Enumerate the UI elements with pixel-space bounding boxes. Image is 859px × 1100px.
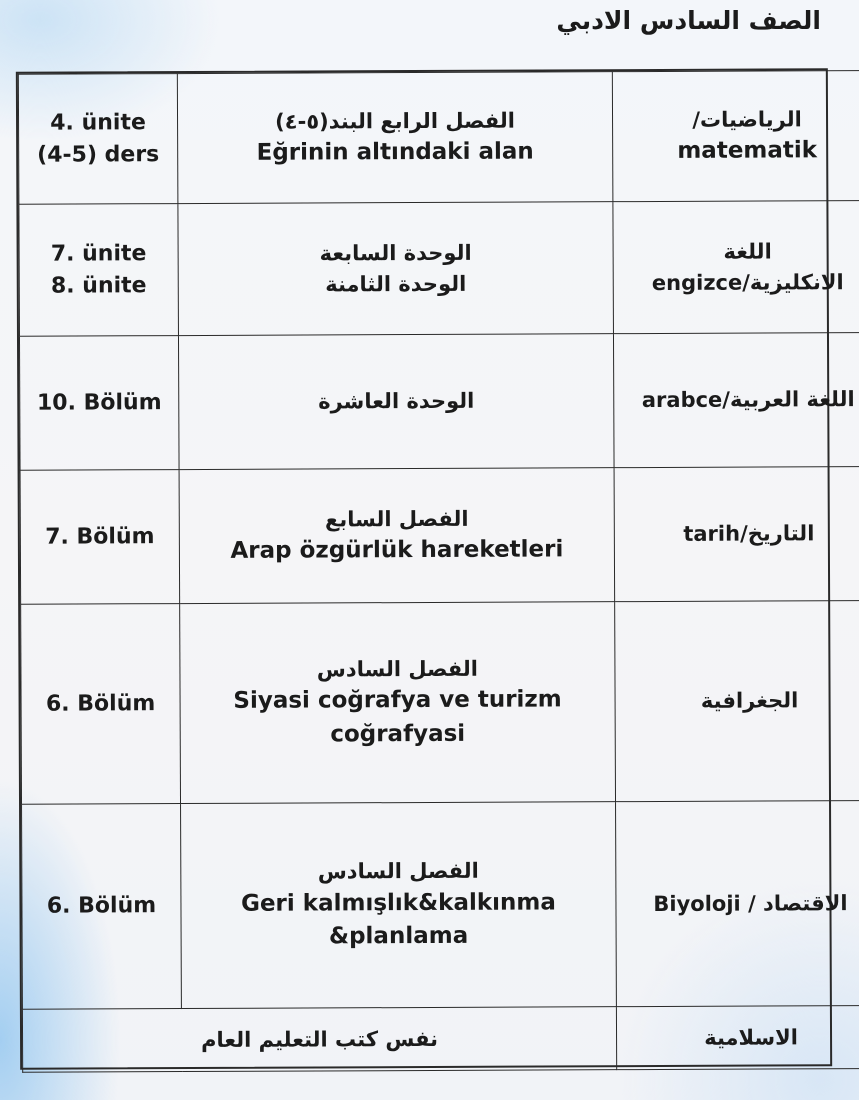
page-title: الصف السادس الادبي xyxy=(556,6,821,35)
subject-line: الانكليزية/engizce xyxy=(651,269,844,295)
subject-line: التاريخ/tarih xyxy=(683,521,815,547)
unit-cell xyxy=(18,74,178,205)
topic-turkish: Geri kalmışlık&kalkınma xyxy=(240,889,556,917)
topic-cell xyxy=(178,202,614,336)
subject-line: الاسلامية xyxy=(704,1025,798,1050)
topic-arabic: الوحدة العاشرة xyxy=(318,389,475,414)
topic-arabic: الفصل السادس xyxy=(316,656,479,682)
subject-cell xyxy=(615,600,859,801)
subject-line: اللغة العربية/arabce xyxy=(641,387,855,413)
topic-cell xyxy=(180,602,616,804)
topic-cell xyxy=(179,468,615,604)
subject-line: الاقتصاد / Biyoloji xyxy=(653,890,848,916)
unit-cell xyxy=(21,604,181,805)
merged-text: نفس كتب التعليم العام xyxy=(201,1026,439,1052)
subject-cell xyxy=(613,200,859,333)
unit-line: (4-5) ders xyxy=(37,141,160,168)
unit-line: 6. Bölüm xyxy=(46,893,157,919)
unit-line: 7. ünite xyxy=(50,240,147,267)
topic-arabic: الفصل السابع xyxy=(324,506,469,532)
topic-cell xyxy=(181,802,617,1009)
unit-line: 6. Bölüm xyxy=(45,690,156,717)
subject-cell xyxy=(613,332,859,467)
topic-turkish: coğrafyasi xyxy=(330,720,466,748)
unit-line: 7. Bölüm xyxy=(45,523,155,550)
topic-cell xyxy=(178,334,614,470)
topic-turkish: Arap özgürlük hareketleri xyxy=(230,536,564,564)
curriculum-table xyxy=(16,68,855,1070)
topic-arabic: الفصل الرابع البند(٥-٤) xyxy=(275,108,515,134)
topic-arabic: الوحدة الثامنة xyxy=(325,271,467,296)
subject-cell xyxy=(616,1005,859,1069)
unit-cell xyxy=(22,804,182,1010)
subject-cell xyxy=(612,70,859,201)
unit-line: 8. ünite xyxy=(50,272,147,299)
topic-turkish: Siyasi coğrafya ve turizm xyxy=(233,686,562,715)
unit-cell xyxy=(19,336,179,471)
subject-cell xyxy=(616,800,859,1006)
subject-line: الرياضيات/ xyxy=(692,106,802,132)
merged-cell xyxy=(22,1007,616,1073)
table-row xyxy=(18,70,859,204)
topic-arabic: الفصل السادس xyxy=(317,859,479,884)
topic-turkish: &planlama xyxy=(328,923,469,950)
unit-line: 4. ünite xyxy=(50,109,146,136)
topic-cell xyxy=(177,72,613,204)
unit-line: 10. Bölüm xyxy=(36,389,162,416)
subject-cell xyxy=(614,466,859,601)
table-row xyxy=(19,332,859,470)
table-row xyxy=(19,200,859,336)
table-row xyxy=(22,1005,859,1072)
table-row xyxy=(22,800,859,1009)
table-row xyxy=(20,466,859,604)
subject-line: الجغرافية xyxy=(700,688,799,714)
unit-cell xyxy=(20,470,180,605)
topic-turkish: Eğrinin altındaki alan xyxy=(256,138,534,166)
subject-line: matematik xyxy=(677,137,818,164)
table-row xyxy=(21,600,859,804)
unit-cell xyxy=(19,204,179,337)
subject-line: اللغة xyxy=(723,239,772,264)
topic-arabic: الوحدة السابعة xyxy=(319,240,472,266)
